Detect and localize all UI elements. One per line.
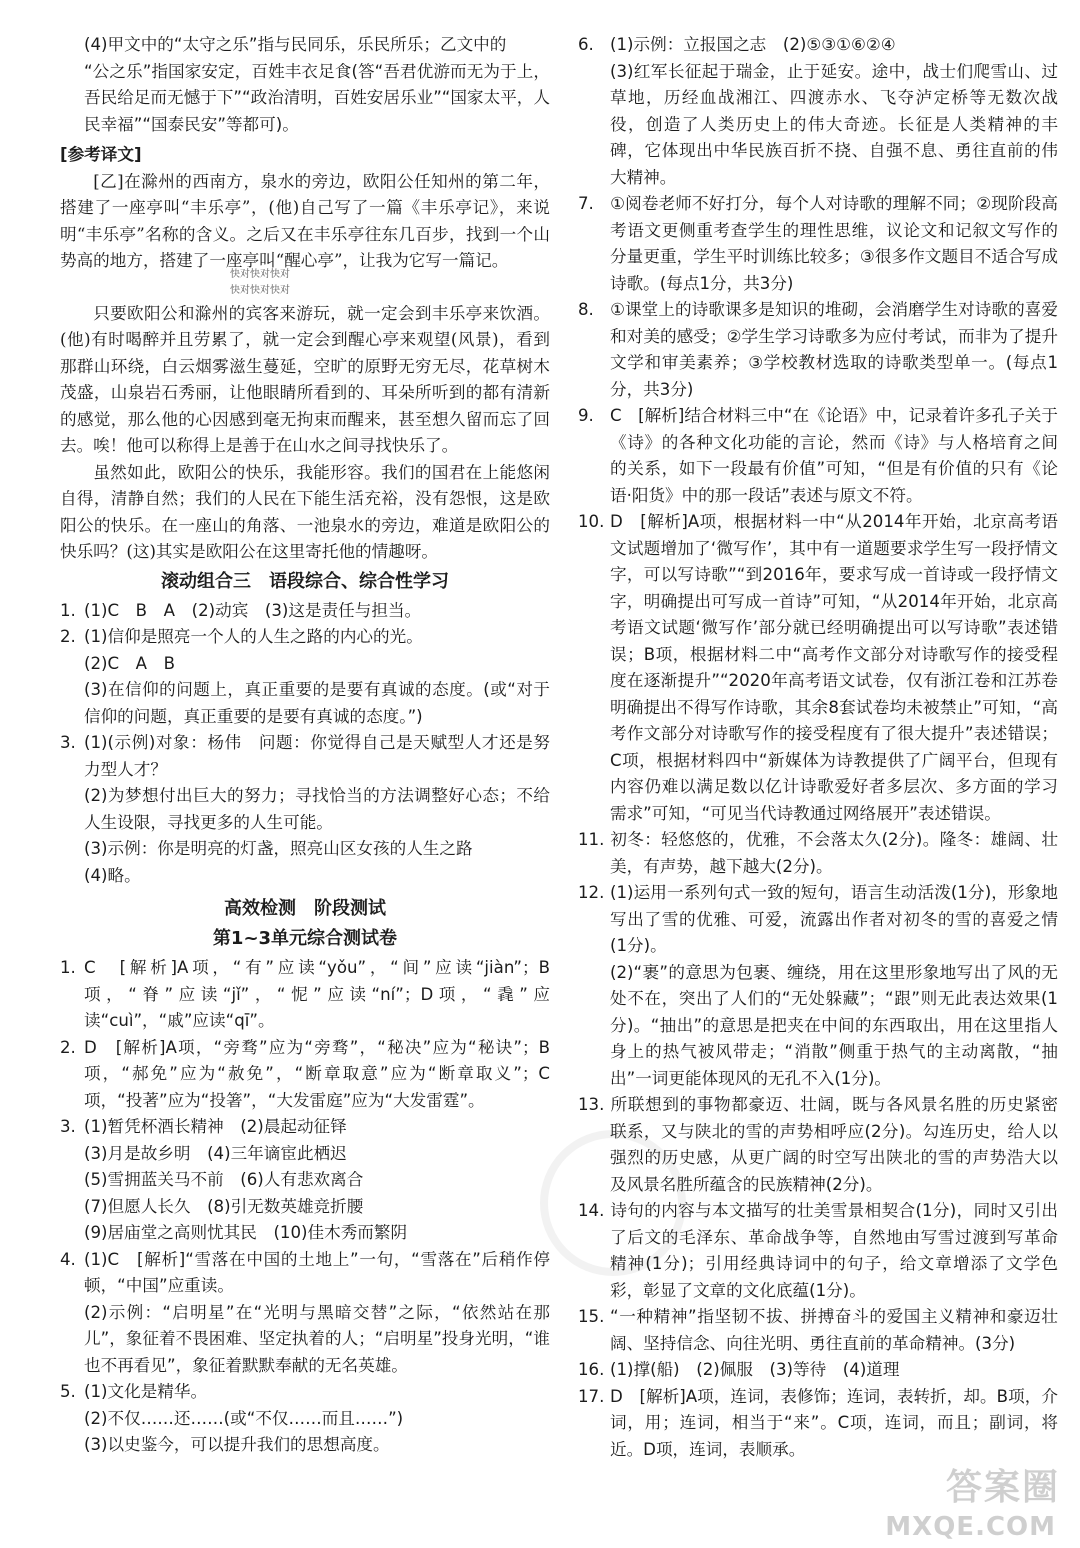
test-question-12-part-2: (2)“裹”的意思为包裹、缠绕，用在这里形象地写出了风的无处不在，突出了人们的“无处躲藏”；“跟”则无此表达效果(1分)。“抽出”的意思是把夹在中间的东西取出，用在这里指人身上的热气被风带走；“消散”侧重于热气的主动离散，“抽出”一词更能体现风的无孔不入(1分)。: [610, 962, 1058, 1088]
test-question-14: 14. 诗句的内容与本文描写的壮美雪景相契合(1分)，同时又引出了后文的毛泽东、革命战争等，自然地由写雪过渡到写革命精神(1分)；引用经典诗词中的句子，给文章增添了文学色彩，彰显了文章的文化底蕴(1分)。: [578, 1201, 1058, 1300]
test-question-1: 1. C [解析]A项，“有”应读“yǒu”，“间”应读“jiàn”；B项，“脊”应读“jǐ”，“怩”应读“ní”；D项，“毳”应读“cuì”，“戚”应读“qī”。: [60, 958, 550, 1030]
left-column: [60, 32, 550, 1459]
answer-4-line2: “公之乐”指国家安定，百姓丰衣足食(答“吾君优游而无为于上，吾民给足而无憾于下”“政治清明，百姓安居乐业”“国家太平，人民幸福”“国泰民安”等都可)。: [84, 61, 550, 134]
test-question-2: 2. D [解析]A项，“旁骛”应为“旁骛”，“秘决”应为“秘诀”；B项，“郝免”应为“赦免”，“断章取意”应为“断章取义”；C项，“投著”应为“投箸”，“大发雷庭”应为“大发雷霆”。: [60, 1037, 550, 1110]
stamp-text-1: 快对快对快对: [230, 268, 290, 280]
watermark-url-text: MXQE.COM: [885, 1512, 1056, 1542]
question-1: 1. (1)C B A (2)动宾 (3)这是责任与担当。: [60, 600, 422, 620]
test-question-6: 6. (1)示例：立报国之志 (2)⑤③①⑥②④: [578, 35, 896, 54]
test-question-3-line5: (9)居庙堂之高则忧其民 (10)佳木秀而繁阴: [84, 1223, 408, 1242]
question-3-part-4: (4)略。: [84, 865, 141, 885]
test-question-3-line2: (3)月是故乡明 (4)三年谪宦此栖迟: [84, 1143, 347, 1163]
test-question-16: 16. (1)撑(船) (2)佩服 (3)等待 (4)道理: [578, 1360, 900, 1379]
question-3-part-3: (3)示例：你是明亮的灯盏，照亮山区女孩的人生之路: [84, 839, 473, 858]
test-question-10: 10. D [解析]A项，根据材料一中“从2014年开始，北京高考语文试题增加了‘微写作’，其中有一道题要求学生写一段抒情文字，可以写诗歌”“到2016年，要求写成一首诗或一段抒情文字，明确提出可写成一首诗”可知，“从2014年开始，北京高考语文试题‘微写作’部分就已经明确提出可以写诗歌”表述错误；B项，根据材料二中“高考作文部分对诗歌写作的接受程度在逐渐提升”“2020年高考语文试卷，仅有浙江卷和江苏卷明确提出不得写作诗歌，其余8套试卷均未被禁止”可知，“高考作文部分对诗歌写作的接受程度有了很大提升”表述错误；C项，根据材料四中“新媒体为诗教提供了广阔平台，但现有内容仍难以满足数以亿计诗歌爱好者多层次、多方面的学习需求”可知，“可见当代诗教通过网络展开”表述错误。: [578, 512, 1058, 823]
test-question-5: 5. (1)文化是精华。: [60, 1382, 208, 1401]
test-question-15: 15. “一种精神”指坚韧不拔、拼搏奋斗的爱国主义精神和豪迈壮阔、坚持信念、向往光明、勇往直前的革命精神。(3分): [578, 1307, 1058, 1353]
stamp-text-2: 快对快对快对: [230, 284, 290, 296]
question-3-part-2: (2)为梦想付出巨大的努力；寻找恰当的方法调整好心态；不给人生设限，寻找更多的人生可能。: [84, 786, 550, 832]
answer-4-line1: (4)甲文中的“太守之乐”指与民同乐，乐民所乐；乙文中的: [84, 35, 507, 54]
translation-paragraph-3: 虽然如此，欧阳公的快乐，我能形容。我们的国君在上能悠闲自得，清静自然；我们的人民在下能生活充裕，没有怨恨，这是欧阳公的快乐。在一座山的角落、一池泉水的旁边，难道是欧阳公的快乐吗？(这)其实是欧阳公在这里寄托他的情趣呀。: [60, 462, 550, 561]
test-question-3-line3: (5)雪拥蓝关马不前 (6)人有悲欢离合: [84, 1170, 364, 1189]
section-title-rolling-combo: 滚动组合三 语段综合、综合性学习: [161, 570, 449, 592]
translation-paragraph-2: 只要欧阳公和滁州的宾客来游玩，就一定会到丰乐亭来饮酒。(他)有时喝醉并且劳累了，就一定会到醒心亭来观望(风景)，看到那群山环绕，白云烟雾滋生蔓延，空旷的原野无穷无尽，花草树木茂盛，山泉岩石秀丽，让他眼睛所看到的、耳朵所听到的都有清新的感觉，那么他的心因感到毫无拘束而醒来，甚至想久留而忘了回去。唉！他可以称得上是善于在山水之间寻找快乐了。: [60, 303, 550, 455]
watermark-logo-text: 答案圈: [945, 1467, 1060, 1508]
test-question-5-part-2: (2)不仅……还……(或“不仅……而且……”): [84, 1408, 404, 1428]
section-title-efficient-test: 高效检测 阶段测试: [224, 898, 386, 919]
test-question-3-line4: (7)但愿人长久 (8)引无数英雄竞折腰: [84, 1196, 364, 1216]
right-column: [578, 32, 1058, 1463]
question-2-part-3: (3)在信仰的问题上，真正重要的是要有真诚的态度。(或“对于信仰的问题，真正重要的是要有真诚的态度。”): [84, 680, 550, 726]
question-2-part-2: (2)C A B: [84, 653, 176, 673]
test-question-9: 9. C [解析]结合材料三中“在《论语》中，记录着许多孔子关于《诗》的各种文化功能的言论，然而《诗》与人格培育之间的关系，如下一段最有价值”可知，“但是有价值的只有《论语·阳货》中的那一段话”表述与原文不符。: [578, 406, 1058, 505]
test-question-3: 3. (1)暂凭杯酒长精神 (2)晨起动征铎: [60, 1117, 347, 1136]
test-question-6-part-3: (3)红军长征起于瑞金，止于延安。途中，战士们爬雪山、过草地，历经血战湘江、四渡赤水、飞夺泸定桥等无数次战役，创造了人类历史上的伟大奇迹。长征是人类精神的丰碑，它体现出中华民族百折不挠、自强不息、勇往直前的伟大精神。: [610, 61, 1058, 187]
test-question-8: 8. ①课堂上的诗歌课多是知识的堆砌，会消磨学生对诗歌的喜爱和对美的感受；②学生学习诗歌多为应付考试，而非为了提升文学和审美素养；③学校教材选取的诗歌类型单一。(每点1分，共3分): [578, 300, 1058, 399]
test-question-7: 7. ①阅卷老师不好打分，每个人对诗歌的理解不同；②现阶段高考语文更侧重考查学生的理性思维，议论文和记叙文写作的分量更重，学生平时训练比较多；③很多作文题目不适合写成诗歌。(每点1分，共3分): [578, 194, 1058, 293]
translation-paragraph-1: [乙]在滁州的西南方，泉水的旁边，欧阳公任知州的第二年，搭建了一座亭叫“丰乐亭”，(他)自己写了一篇《丰乐亭记》，来说明“丰乐亭”名称的含义。之后又在丰乐亭往东几百步，找到一个山势高的地方，搭建了一座亭叫“醒心亭”，让我为它写一篇记。: [60, 171, 550, 270]
test-question-13: 13. 所联想到的事物都豪迈、壮阔，既与各风景名胜的历史紧密联系，又与陕北的雪的声势相呼应(2分)。勾连历史，给人以强烈的历史感，从更广阔的时空写出陕北的雪的声势浩大以及风景名胜所蕴含的民族精神(2分)。: [578, 1095, 1058, 1194]
test-question-4: 4. (1)C [解析]“雪落在中国的土地上”一句，“雪落在”后稍作停顿，“中国”应重读。: [60, 1249, 550, 1295]
reference-translation-title: [参考译文]: [60, 145, 142, 164]
question-3: 3. (1)(示例)对象：杨伟 问题：你觉得自己是天赋型人才还是努力型人才？: [60, 733, 550, 779]
test-question-17: 17. D [解析]A项，连词，表修饰；连词，表转折，却。B项，介词，用；连词，相当于“来”。C项，连词，而且；副词，将近。D项，连词，表顺承。: [578, 1386, 1058, 1459]
test-question-4-part-2: (2)示例：“启明星”在“光明与黑暗交替”之际，“依然站在那儿”，象征着不畏困难、坚定执着的人；“启明星”投身光明，“谁也不再看见”，象征着默默奉献的无名英雄。: [84, 1302, 550, 1375]
test-question-5-part-3: (3)以史鉴今，可以提升我们的思想高度。: [84, 1435, 390, 1454]
test-question-12: 12. (1)运用一系列句式一致的短句，语言生动活泼(1分)，形象地写出了雪的优雅、可爱，流露出作者对初冬的雪的喜爱之情(1分)。: [578, 883, 1058, 955]
test-question-11: 11. 初冬：轻悠悠的，优雅，不会落太久(2分)。隆冬：雄阔、壮美，有声势，越下越大(2分)。: [578, 830, 1058, 876]
question-2: 2. (1)信仰是照亮一个人的人生之路的内心的光。: [60, 627, 423, 646]
section-title-unit-test: 第1~3单元综合测试卷: [212, 928, 398, 949]
